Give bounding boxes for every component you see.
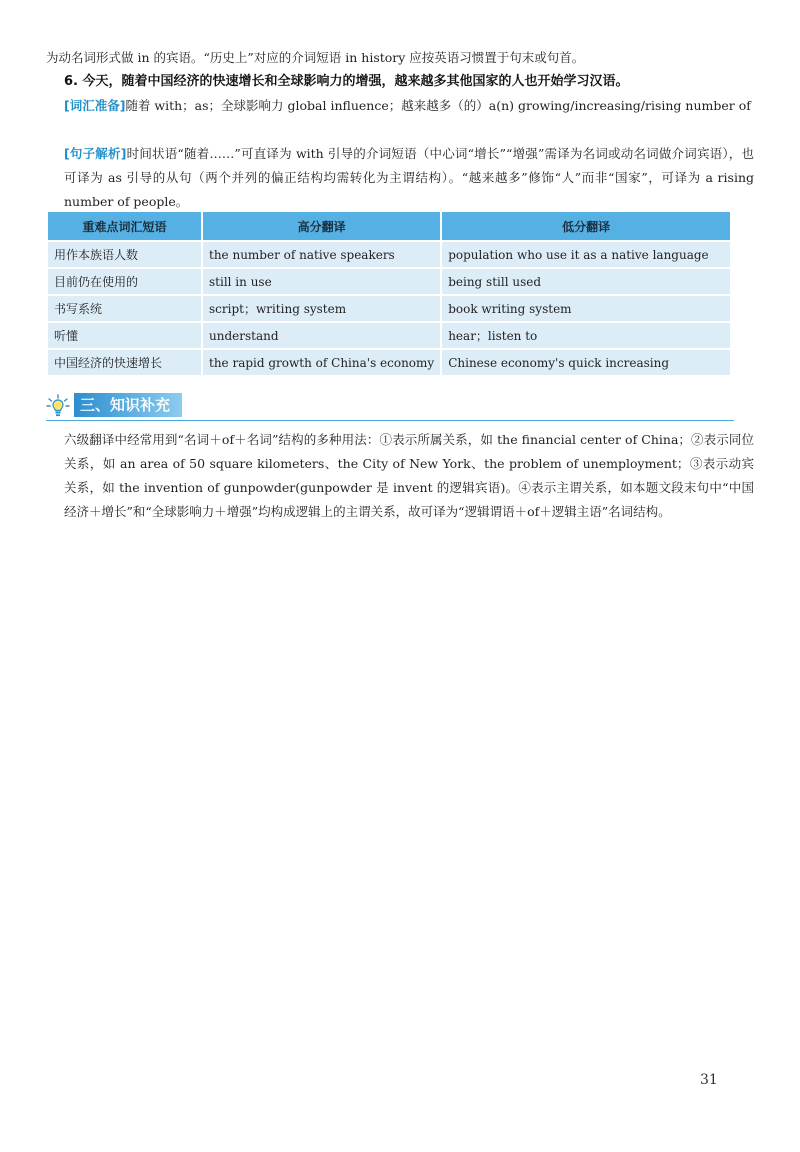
table-header-row [48, 212, 730, 240]
vocab-prep-text: 随着 with；as；全球影响力 global influence；越来越多（的）a(n) growing/increasing/rising number of [125, 98, 751, 113]
table-cell: 目前仍在使用的 [48, 269, 201, 294]
table-cell: script；writing system [203, 296, 440, 321]
page-number: 31 [700, 1072, 718, 1088]
knowledge-paragraph: 六级翻译中经常用到“名词＋of＋名词”结构的多种用法：①表示所属关系，如 the financial center of China；②表示同位关系，如 an area of 50 square kilometers、the City of New York、the problem of unemployment；③表示动宾关系，如 the invention of gunpowder(gunpowder 是 invent 的逻辑宾语)。④表示主谓关系，如本题文段末句中“中国经济＋增长”和“全球影响力＋增强”均构成逻辑上的主谓关系，故可译为“逻辑谓语＋of＋逻辑主语”名词结构。 [64, 432, 754, 519]
paragraph-continuation: 为动名词形式做 in 的宾语。“历史上”对应的介词短语 in history 应按英语习惯置于句末或句首。 [46, 50, 585, 65]
table-cell: Chinese economy's quick increasing [442, 350, 730, 375]
section-header [46, 392, 734, 421]
table-header-cell: 重难点词汇短语 [48, 212, 201, 240]
table-cell: the number of native speakers [203, 242, 440, 267]
item-6-heading: 6. 今天，随着中国经济的快速增长和全球影响力的增强，越来越多其他国家的人也开始学习汉语。 [64, 74, 629, 89]
table-cell: being still used [442, 269, 730, 294]
translation-table [46, 210, 732, 377]
table-row [48, 296, 730, 321]
table-row [48, 323, 730, 348]
table-row [48, 269, 730, 294]
table-header-cell: 低分翻译 [442, 212, 730, 240]
table-header-cell: 高分翻译 [203, 212, 440, 240]
table-cell: understand [203, 323, 440, 348]
sentence-parse-paragraph [46, 142, 754, 214]
table-cell: still in use [203, 269, 440, 294]
table-cell: 用作本族语人数 [48, 242, 201, 267]
sentence-parse-tag: [句子解析] [64, 146, 127, 161]
vocab-prep-paragraph [46, 94, 754, 118]
table-row [48, 350, 730, 375]
table-cell: 听懂 [48, 323, 201, 348]
lightbulb-icon [46, 394, 70, 418]
table-cell: 中国经济的快速增长 [48, 350, 201, 375]
table-cell: the rapid growth of China's economy [203, 350, 440, 375]
vocab-prep-tag: [词汇准备] [64, 98, 126, 113]
table-row [48, 242, 730, 267]
table-cell: hear；listen to [442, 323, 730, 348]
table-cell: 书写系统 [48, 296, 201, 321]
section-title: 三、知识补充 [74, 393, 182, 417]
sentence-parse-text: 时间状语“随着……”可直译为 with 引导的介词短语（中心词“增长”“增强”需译为名词或动名词做介词宾语），也可译为 as 引导的从句（两个并列的偏正结构均需转化为主谓结构）。“越来越多”修饰“人”而非“国家”，可译为 a rising number of people。 [64, 146, 754, 209]
table-cell: book writing system [442, 296, 730, 321]
table-cell: population who use it as a native language [442, 242, 730, 267]
